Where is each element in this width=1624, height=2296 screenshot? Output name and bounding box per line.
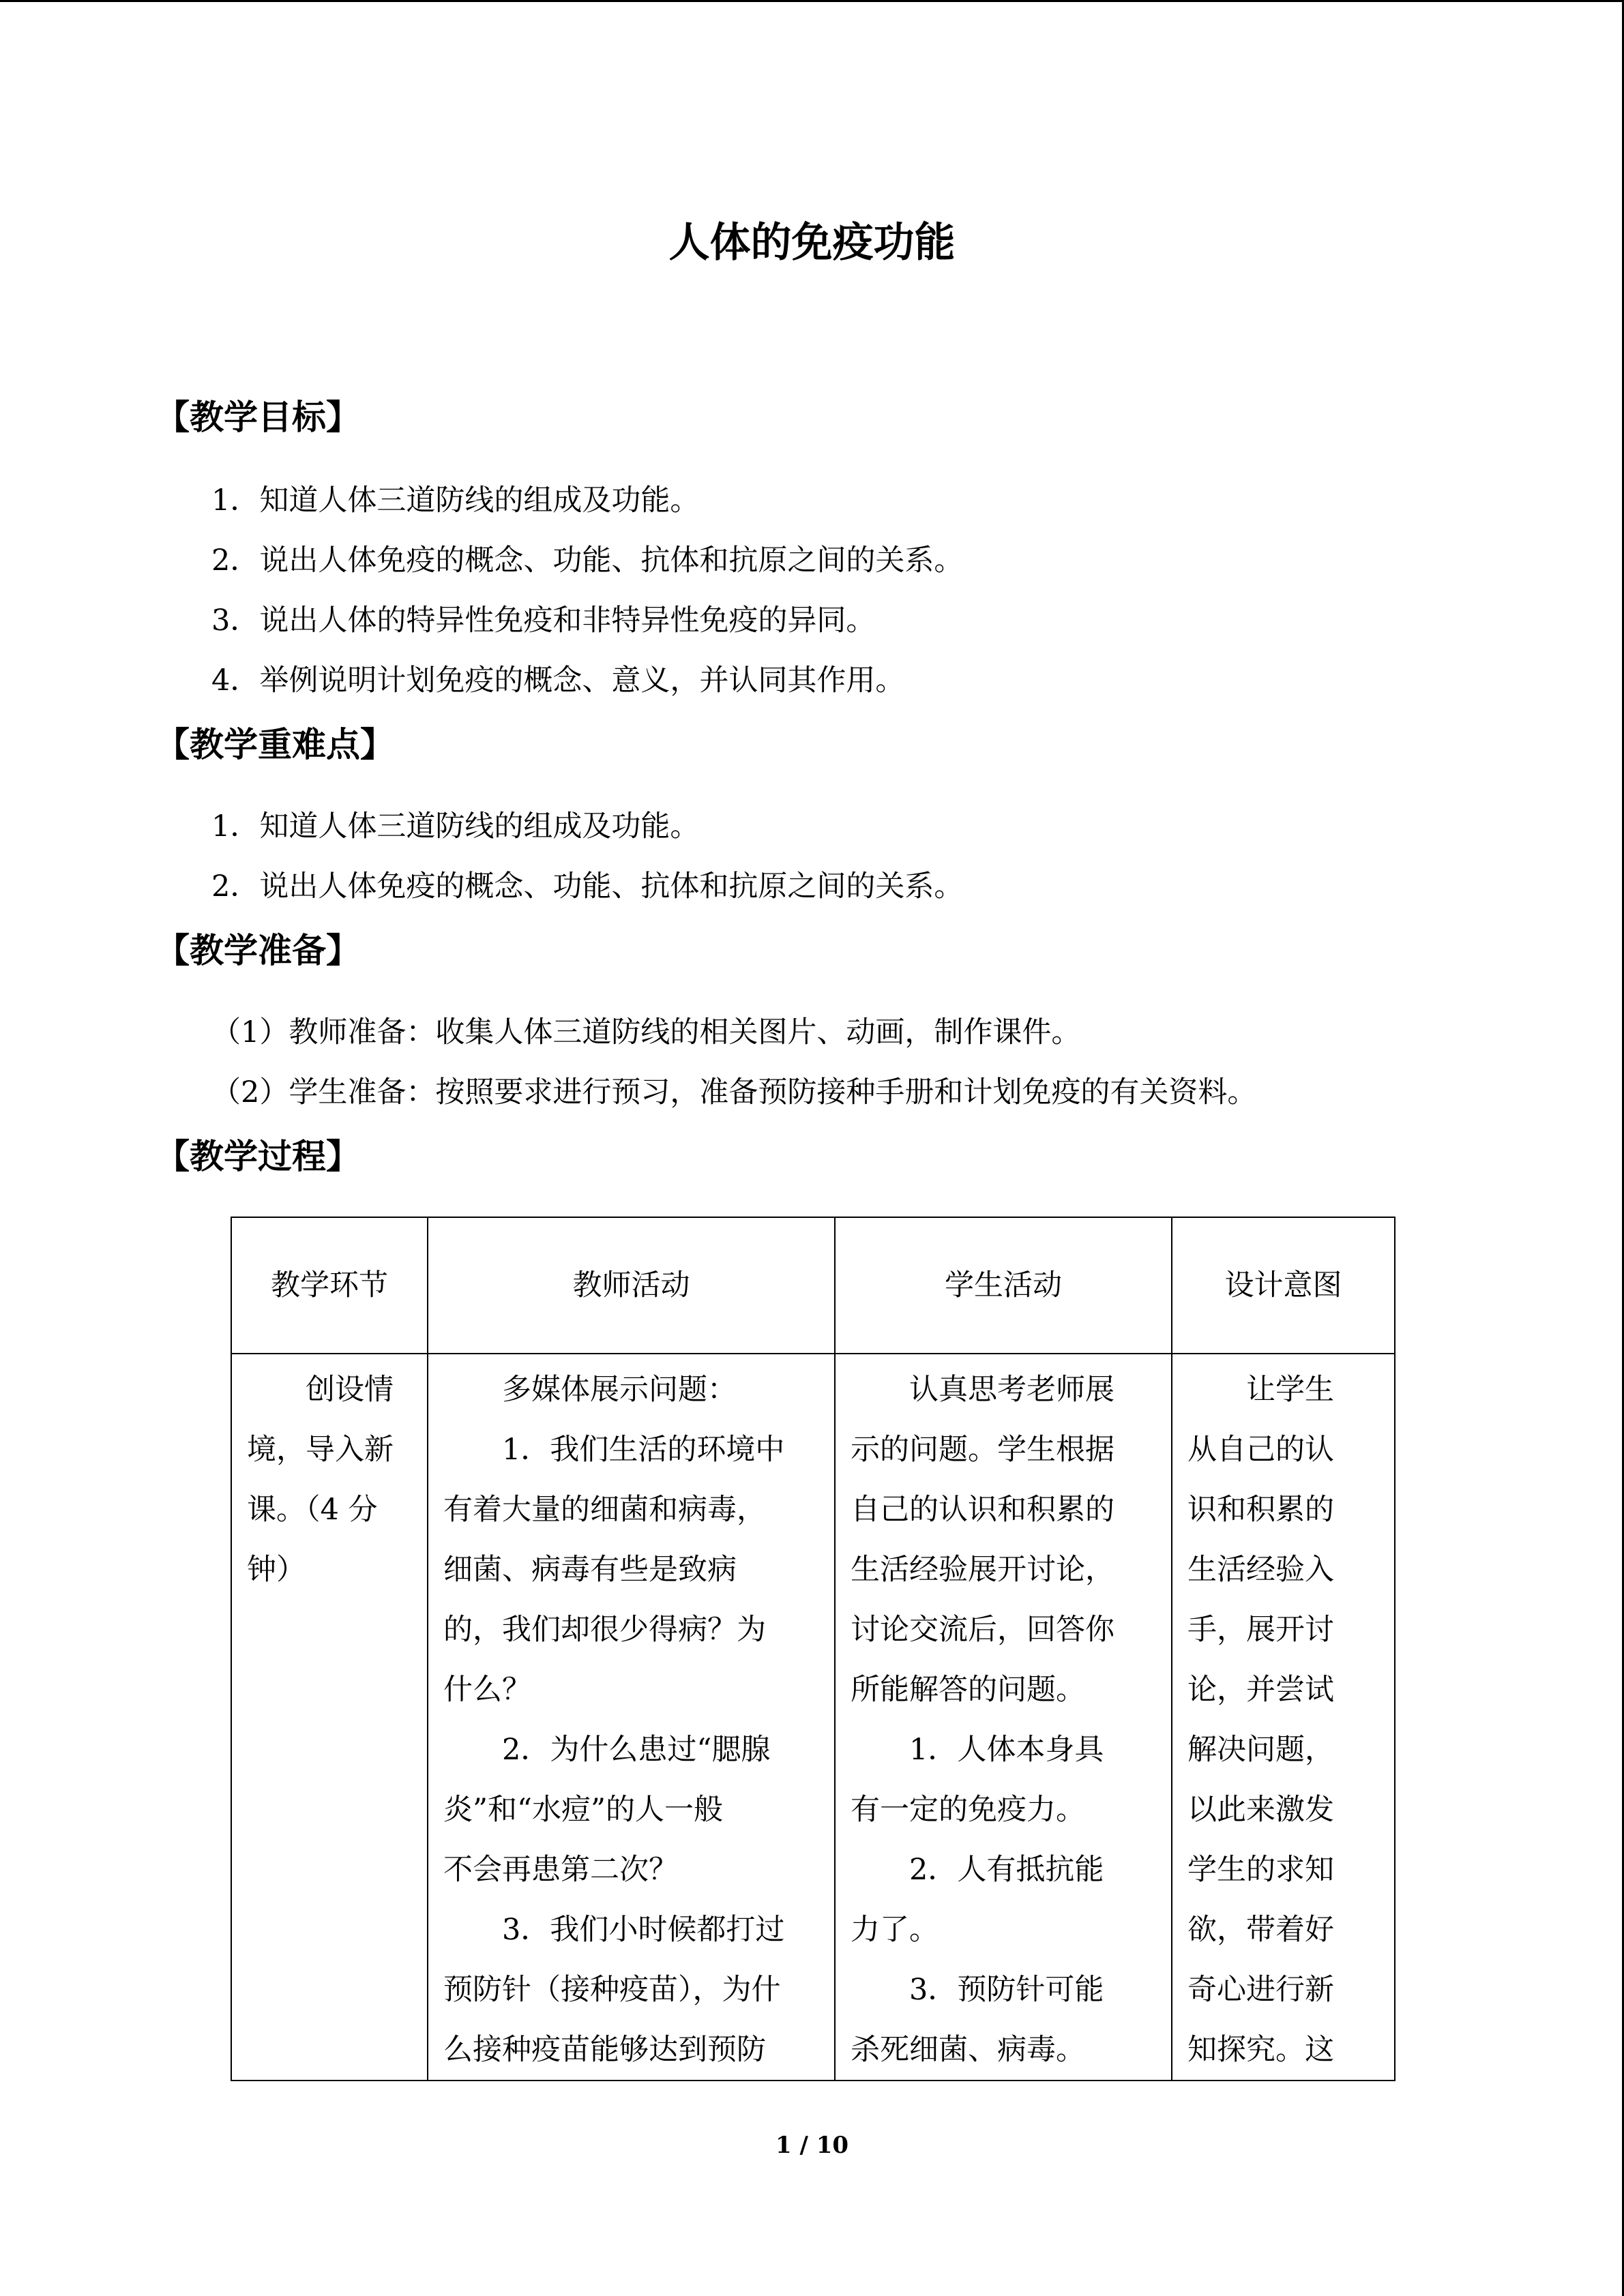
cell-line: 多媒体展示问题： <box>502 1373 737 1407</box>
page-number: 1 / 10 <box>775 2132 849 2159</box>
heading-key-points: 【教学重难点】 <box>156 725 394 764</box>
cell-line: 认真思考老师展 <box>909 1373 1114 1407</box>
cell-line: 2．人有抵抗能 <box>909 1853 1104 1887</box>
heading-objectives: 【教学目标】 <box>156 398 360 437</box>
cell-line: 杀死细菌、病毒。 <box>851 2033 1085 2067</box>
cell-line: 力了。 <box>851 1913 939 1947</box>
key-point-item-2: 2．说出人体免疫的概念、功能、抗体和抗原之间的关系。 <box>211 869 964 904</box>
cell-line: 讨论交流后，回答你 <box>851 1613 1114 1647</box>
cell-line: 有着大量的细菌和病毒， <box>443 1493 766 1527</box>
header-stage: 教学环节 <box>231 1217 428 1354</box>
header-design-intent: 设计意图 <box>1172 1217 1395 1354</box>
cell-line: 有一定的免疫力。 <box>851 1793 1085 1827</box>
top-border <box>0 0 1624 2</box>
cell-line: 识和积累的 <box>1187 1493 1334 1527</box>
cell-line: 从自己的认 <box>1187 1433 1334 1467</box>
cell-line: 什么？ <box>443 1673 531 1707</box>
cell-line: 2．为什么患过“腮腺 <box>502 1733 771 1767</box>
cell-line: 论，并尝试 <box>1187 1673 1334 1707</box>
cell-line: 创设情 <box>306 1373 394 1407</box>
cell-line: 1．人体本身具 <box>909 1733 1104 1767</box>
cell-line: 生活经验入 <box>1187 1553 1334 1587</box>
cell-line: 钟） <box>247 1553 306 1587</box>
preparation-item-1: （1）教师准备：收集人体三道防线的相关图片、动画，制作课件。 <box>211 1015 1081 1049</box>
cell-line: 学生的求知 <box>1187 1853 1334 1887</box>
page-title: 人体的免疫功能 <box>668 219 956 267</box>
cell-student-activity <box>835 1354 1172 2081</box>
table-header-row <box>231 1217 1395 1354</box>
cell-line: 所能解答的问题。 <box>851 1673 1085 1707</box>
cell-line: 细菌、病毒有些是致病 <box>443 1553 737 1587</box>
cell-design-intent <box>1172 1354 1395 2081</box>
header-student-activity: 学生活动 <box>835 1217 1172 1354</box>
cell-line: 解决问题， <box>1187 1733 1334 1767</box>
cell-line: 手，展开讨 <box>1187 1613 1334 1647</box>
cell-line: 的，我们却很少得病？为 <box>443 1613 766 1647</box>
cell-line: 生活经验展开讨论， <box>851 1553 1114 1587</box>
key-point-item-1: 1．知道人体三道防线的组成及功能。 <box>211 809 700 844</box>
heading-preparation: 【教学准备】 <box>156 931 360 970</box>
cell-line: 示的问题。学生根据 <box>851 1433 1114 1467</box>
cell-line: 么接种疫苗能够达到预防 <box>443 2033 766 2067</box>
cell-line: 自己的认识和积累的 <box>851 1493 1114 1527</box>
cell-line: 让学生 <box>1246 1373 1334 1407</box>
cell-line: 欲，带着好 <box>1187 1913 1334 1947</box>
objective-item-2: 2．说出人体免疫的概念、功能、抗体和抗原之间的关系。 <box>211 543 964 578</box>
header-teacher-activity: 教师活动 <box>428 1217 835 1354</box>
preparation-item-2: （2）学生准备：按照要求进行预习，准备预防接种手册和计划免疫的有关资料。 <box>211 1075 1257 1109</box>
objective-item-3: 3．说出人体的特异性免疫和非特异性免疫的异同。 <box>211 603 876 638</box>
cell-line: 知探究。这 <box>1187 2033 1334 2067</box>
cell-teacher-activity <box>428 1354 835 2081</box>
cell-stage <box>231 1354 428 2081</box>
objective-item-1: 1．知道人体三道防线的组成及功能。 <box>211 483 700 518</box>
teaching-process-table <box>231 1217 1396 2081</box>
cell-line: 3．预防针可能 <box>909 1973 1104 2007</box>
cell-line: 炎”和“水痘”的人一般 <box>443 1793 723 1827</box>
cell-line: 奇心进行新 <box>1187 1973 1334 2007</box>
cell-line: 1．我们生活的环境中 <box>502 1433 785 1467</box>
cell-line: 以此来激发 <box>1187 1793 1334 1827</box>
cell-line: 3．我们小时候都打过 <box>502 1913 785 1947</box>
objective-item-4: 4．举例说明计划免疫的概念、意义，并认同其作用。 <box>211 664 905 698</box>
cell-line: 不会再患第二次？ <box>443 1853 678 1887</box>
cell-line: 预防针（接种疫苗），为什 <box>443 1973 781 2007</box>
heading-process: 【教学过程】 <box>156 1137 360 1176</box>
table-row <box>231 1354 1395 2081</box>
cell-line: 境，导入新 <box>247 1433 394 1467</box>
cell-line: 课。（4 分 <box>247 1493 378 1527</box>
